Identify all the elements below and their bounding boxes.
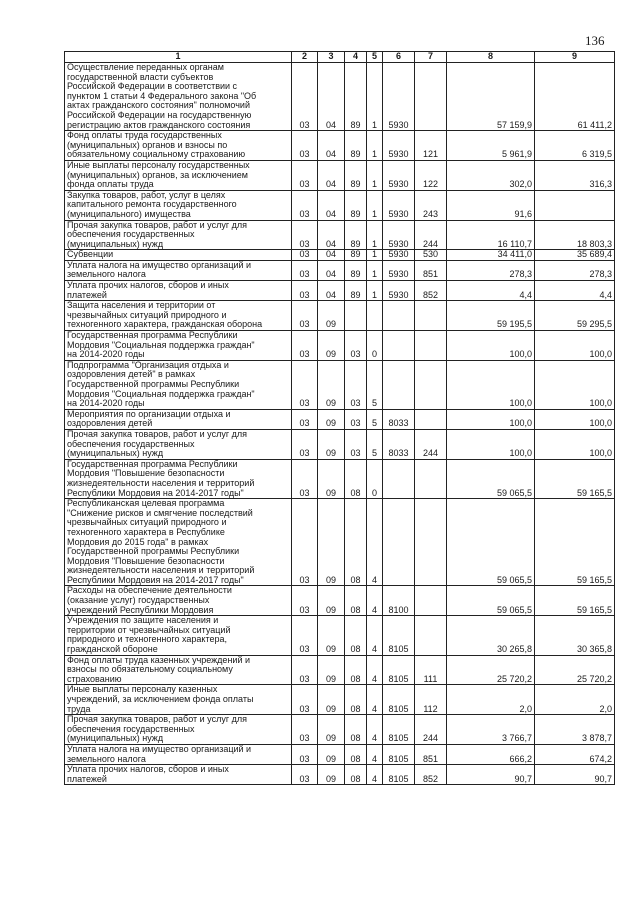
amount-year-2: 6 319,5 (535, 131, 615, 161)
section-code: 03 (292, 715, 318, 745)
target-code: 8105 (383, 715, 415, 745)
expense-name: Субвенции (65, 250, 292, 261)
subprogram-code: 1 (367, 250, 383, 261)
expense-name: Прочая закупка товаров, работ и услуг для обеспечения государственных (муниципальных) нужд (65, 220, 292, 250)
section-code: 03 (292, 655, 318, 685)
expense-type-code: 243 (415, 190, 447, 220)
section-code: 03 (292, 160, 318, 190)
program-code: 08 (345, 685, 367, 715)
amount-year-2: 316,3 (535, 160, 615, 190)
subprogram-code: 4 (367, 744, 383, 764)
expense-type-code (415, 499, 447, 586)
expense-name: Государственная программа Республики Мордовия "Повышение безопасности жизнедеятельности населения и территорий Республики Мордовия на 2014-2017 годы" (65, 459, 292, 498)
expense-name: Осуществление переданных органам государственной власти субъектов Российской Федерации в соответствии с пунктом 1 статьи 4 Федерального закона "Об актах гражданского состояния" полномочий Российской Федерации на государственную регистрацию актов гражданского состояния (65, 63, 292, 131)
table-row (65, 260, 615, 280)
section-code: 03 (292, 131, 318, 161)
section-code: 03 (292, 360, 318, 409)
expense-name: Фонд оплаты труда государственных (муниципальных) органов и взносы по обязательному социальному страхованию (65, 131, 292, 161)
section-code: 03 (292, 459, 318, 498)
table-row (65, 281, 615, 301)
section-code: 03 (292, 499, 318, 586)
subprogram-code: 4 (367, 685, 383, 715)
subprogram-code: 4 (367, 616, 383, 655)
subprogram-code: 4 (367, 586, 383, 616)
expense-name: Иные выплаты персоналу казенных учреждений, за исключением фонда оплаты труда (65, 685, 292, 715)
table-row (65, 459, 615, 498)
section-code: 03 (292, 63, 318, 131)
column-header: 7 (415, 52, 447, 63)
table-row (65, 190, 615, 220)
table-row (65, 301, 615, 331)
program-code: 03 (345, 409, 367, 429)
expense-type-code: 121 (415, 131, 447, 161)
table-row (65, 499, 615, 586)
program-code: 89 (345, 63, 367, 131)
column-header: 1 (65, 52, 292, 63)
column-header: 2 (292, 52, 318, 63)
expense-type-code (415, 331, 447, 361)
amount-year-1: 100,0 (447, 360, 535, 409)
amount-year-2: 674,2 (535, 744, 615, 764)
amount-year-1: 2,0 (447, 685, 535, 715)
amount-year-2: 61 411,2 (535, 63, 615, 131)
subprogram-code: 4 (367, 765, 383, 785)
amount-year-2: 278,3 (535, 260, 615, 280)
amount-year-1: 57 159,9 (447, 63, 535, 131)
subprogram-code: 1 (367, 63, 383, 131)
program-code: 08 (345, 765, 367, 785)
budget-table (64, 51, 615, 785)
program-code: 08 (345, 459, 367, 498)
expense-name: Мероприятия по организации отдыха и оздоровления детей (65, 409, 292, 429)
target-code: 5930 (383, 160, 415, 190)
expense-type-code (415, 586, 447, 616)
table-row (65, 131, 615, 161)
amount-year-2: 35 689,4 (535, 250, 615, 261)
subsection-code: 09 (318, 715, 345, 745)
expense-type-code (415, 459, 447, 498)
program-code (345, 301, 367, 331)
target-code: 5930 (383, 63, 415, 131)
subsection-code: 09 (318, 301, 345, 331)
amount-year-2: 59 165,5 (535, 499, 615, 586)
amount-year-2: 59 295,5 (535, 301, 615, 331)
program-code: 08 (345, 586, 367, 616)
column-header: 5 (367, 52, 383, 63)
table-row (65, 409, 615, 429)
amount-year-2: 2,0 (535, 685, 615, 715)
table-row (65, 250, 615, 261)
amount-year-1: 90,7 (447, 765, 535, 785)
amount-year-1: 25 720,2 (447, 655, 535, 685)
program-code: 03 (345, 331, 367, 361)
subsection-code: 04 (318, 63, 345, 131)
amount-year-1: 3 766,7 (447, 715, 535, 745)
amount-year-1: 4,4 (447, 281, 535, 301)
section-code: 03 (292, 685, 318, 715)
amount-year-2: 100,0 (535, 409, 615, 429)
subprogram-code: 1 (367, 260, 383, 280)
expense-name: Подпрограмма "Организация отдыха и оздоровления детей" в рамках Государственной программы Республики Мордовия "Социальная поддержка граждан" на 2014-2020 годы (65, 360, 292, 409)
section-code: 03 (292, 586, 318, 616)
expense-type-code: 851 (415, 260, 447, 280)
section-code: 03 (292, 190, 318, 220)
target-code: 5930 (383, 220, 415, 250)
subprogram-code: 5 (367, 429, 383, 459)
subsection-code: 09 (318, 765, 345, 785)
program-code: 08 (345, 499, 367, 586)
program-code: 89 (345, 131, 367, 161)
program-code: 89 (345, 250, 367, 261)
section-code: 03 (292, 301, 318, 331)
amount-year-2: 4,4 (535, 281, 615, 301)
program-code: 03 (345, 429, 367, 459)
subsection-code: 09 (318, 586, 345, 616)
program-code: 03 (345, 360, 367, 409)
amount-year-2: 100,0 (535, 360, 615, 409)
target-code: 5930 (383, 250, 415, 261)
page-number: 136 (585, 33, 605, 48)
table-row (65, 744, 615, 764)
expense-type-code: 852 (415, 765, 447, 785)
expense-type-code (415, 616, 447, 655)
amount-year-1: 91,6 (447, 190, 535, 220)
program-code: 89 (345, 220, 367, 250)
subprogram-code: 5 (367, 409, 383, 429)
expense-name: Закупка товаров, работ, услуг в целях капитального ремонта государственного (муниципального) имущества (65, 190, 292, 220)
subsection-code: 04 (318, 281, 345, 301)
section-code: 03 (292, 281, 318, 301)
target-code: 5930 (383, 281, 415, 301)
target-code (383, 331, 415, 361)
expense-name: Фонд оплаты труда казенных учреждений и взносы по обязательному социальному страхованию (65, 655, 292, 685)
expense-name: Уплата прочих налогов, сборов и иных платежей (65, 281, 292, 301)
target-code: 8105 (383, 616, 415, 655)
expense-name: Государственная программа Республики Мордовия "Социальная поддержка граждан" на 2014-2020 годы (65, 331, 292, 361)
amount-year-1: 59 065,5 (447, 499, 535, 586)
amount-year-1: 100,0 (447, 429, 535, 459)
amount-year-2 (535, 190, 615, 220)
program-code: 89 (345, 160, 367, 190)
subsection-code: 09 (318, 360, 345, 409)
target-code: 8105 (383, 655, 415, 685)
target-code: 8100 (383, 586, 415, 616)
expense-type-code (415, 301, 447, 331)
amount-year-2: 100,0 (535, 429, 615, 459)
expense-name: Иные выплаты персоналу государственных (муниципальных) органов, за исключением фонда оплаты труда (65, 160, 292, 190)
program-code: 08 (345, 655, 367, 685)
amount-year-1: 100,0 (447, 331, 535, 361)
expense-type-code: 244 (415, 220, 447, 250)
subprogram-code: 1 (367, 160, 383, 190)
subsection-code: 09 (318, 409, 345, 429)
program-code: 89 (345, 260, 367, 280)
expense-name: Учреждения по защите населения и территории от чрезвычайных ситуаций природного и техногенного характера, гражданской обороне (65, 616, 292, 655)
subsection-code: 04 (318, 250, 345, 261)
table-row (65, 655, 615, 685)
section-code: 03 (292, 331, 318, 361)
subsection-code: 04 (318, 190, 345, 220)
column-header: 6 (383, 52, 415, 63)
expense-name: Уплата налога на имущество организаций и земельного налога (65, 260, 292, 280)
amount-year-1: 59 065,5 (447, 586, 535, 616)
expense-name: Защита населения и территории от чрезвычайных ситуаций природного и техногенного характера, гражданская оборона (65, 301, 292, 331)
target-code: 5930 (383, 190, 415, 220)
section-code: 03 (292, 260, 318, 280)
column-header: 4 (345, 52, 367, 63)
target-code (383, 459, 415, 498)
subsection-code: 04 (318, 131, 345, 161)
subprogram-code (367, 301, 383, 331)
table-row (65, 715, 615, 745)
subprogram-code: 4 (367, 499, 383, 586)
amount-year-1: 59 065,5 (447, 459, 535, 498)
amount-year-1: 666,2 (447, 744, 535, 764)
section-code: 03 (292, 616, 318, 655)
expense-name: Уплата прочих налогов, сборов и иных платежей (65, 765, 292, 785)
amount-year-2: 3 878,7 (535, 715, 615, 745)
target-code: 8105 (383, 744, 415, 764)
expense-name: Расходы на обеспечение деятельности (оказание услуг) государственных учреждений Республики Мордовия (65, 586, 292, 616)
header-row (65, 52, 615, 63)
expense-type-code: 851 (415, 744, 447, 764)
expense-type-code (415, 63, 447, 131)
amount-year-2: 18 803,3 (535, 220, 615, 250)
expense-name: Уплата налога на имущество организаций и земельного налога (65, 744, 292, 764)
expense-type-code: 244 (415, 715, 447, 745)
subsection-code: 09 (318, 616, 345, 655)
subprogram-code: 4 (367, 655, 383, 685)
program-code: 08 (345, 616, 367, 655)
table-row (65, 220, 615, 250)
amount-year-1: 59 195,5 (447, 301, 535, 331)
amount-year-2: 30 365,8 (535, 616, 615, 655)
target-code: 8033 (383, 409, 415, 429)
table-row (65, 685, 615, 715)
table-row (65, 63, 615, 131)
amount-year-2: 25 720,2 (535, 655, 615, 685)
expense-type-code (415, 360, 447, 409)
section-code: 03 (292, 220, 318, 250)
amount-year-1: 34 411,0 (447, 250, 535, 261)
table-row (65, 160, 615, 190)
section-code: 03 (292, 429, 318, 459)
table-row (65, 616, 615, 655)
subsection-code: 04 (318, 260, 345, 280)
program-code: 08 (345, 744, 367, 764)
subprogram-code: 1 (367, 131, 383, 161)
subsection-code: 09 (318, 499, 345, 586)
table-row (65, 765, 615, 785)
expense-type-code: 852 (415, 281, 447, 301)
target-code: 5930 (383, 131, 415, 161)
program-code: 89 (345, 190, 367, 220)
subprogram-code: 0 (367, 459, 383, 498)
subprogram-code: 0 (367, 331, 383, 361)
amount-year-1: 16 110,7 (447, 220, 535, 250)
target-code (383, 301, 415, 331)
subprogram-code: 5 (367, 360, 383, 409)
amount-year-1: 278,3 (447, 260, 535, 280)
section-code: 03 (292, 409, 318, 429)
column-header: 3 (318, 52, 345, 63)
table-body (65, 63, 615, 785)
amount-year-2: 90,7 (535, 765, 615, 785)
table-row (65, 429, 615, 459)
target-code: 8105 (383, 765, 415, 785)
subprogram-code: 1 (367, 281, 383, 301)
table-row (65, 360, 615, 409)
amount-year-1: 302,0 (447, 160, 535, 190)
section-code: 03 (292, 765, 318, 785)
column-header: 9 (535, 52, 615, 63)
expense-type-code: 122 (415, 160, 447, 190)
table-row (65, 331, 615, 361)
table-row (65, 586, 615, 616)
expense-type-code: 111 (415, 655, 447, 685)
subsection-code: 09 (318, 744, 345, 764)
subsection-code: 09 (318, 331, 345, 361)
subsection-code: 09 (318, 459, 345, 498)
target-code (383, 360, 415, 409)
amount-year-2: 59 165,5 (535, 459, 615, 498)
expense-name: Республиканская целевая программа "Снижение рисков и смягчение последствий чрезвычайных ситуаций природного и техногенного характера в Республике Мордовия до 2015 года" в рамках Государственной программы Республики Мордовия "Повышение безопасности жизнедеятельности населения и территорий Республики Мордовия на 2014-2017 годы" (65, 499, 292, 586)
target-code: 8033 (383, 429, 415, 459)
section-code: 03 (292, 250, 318, 261)
amount-year-1: 100,0 (447, 409, 535, 429)
subsection-code: 09 (318, 685, 345, 715)
expense-type-code: 112 (415, 685, 447, 715)
program-code: 08 (345, 715, 367, 745)
subprogram-code: 1 (367, 190, 383, 220)
subsection-code: 04 (318, 160, 345, 190)
subsection-code: 09 (318, 655, 345, 685)
amount-year-2: 100,0 (535, 331, 615, 361)
subprogram-code: 4 (367, 715, 383, 745)
target-code: 5930 (383, 260, 415, 280)
subsection-code: 09 (318, 429, 345, 459)
expense-name: Прочая закупка товаров, работ и услуг для обеспечения государственных (муниципальных) нужд (65, 429, 292, 459)
subprogram-code: 1 (367, 220, 383, 250)
column-header: 8 (447, 52, 535, 63)
expense-type-code (415, 409, 447, 429)
target-code: 8105 (383, 685, 415, 715)
subsection-code: 04 (318, 220, 345, 250)
program-code: 89 (345, 281, 367, 301)
expense-type-code: 530 (415, 250, 447, 261)
section-code: 03 (292, 744, 318, 764)
amount-year-1: 30 265,8 (447, 616, 535, 655)
amount-year-1: 5 961,9 (447, 131, 535, 161)
expense-name: Прочая закупка товаров, работ и услуг для обеспечения государственных (муниципальных) нужд (65, 715, 292, 745)
expense-type-code: 244 (415, 429, 447, 459)
target-code (383, 499, 415, 586)
amount-year-2: 59 165,5 (535, 586, 615, 616)
